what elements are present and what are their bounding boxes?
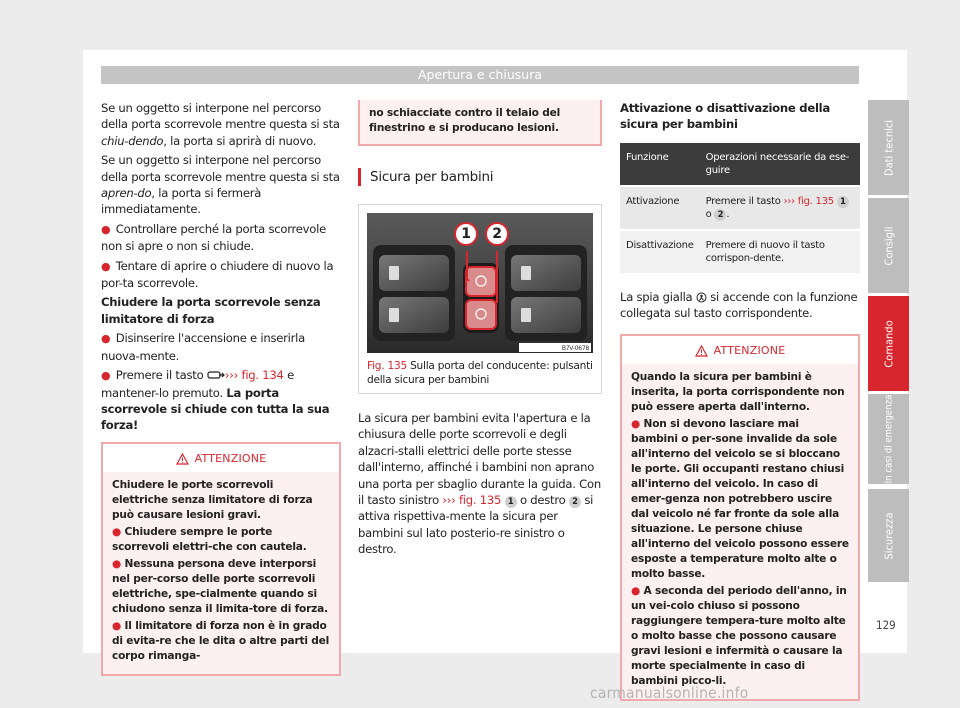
paragraph: Se un oggetto si interpone nel percorso della porta scorrevole mentre questa si sta apren-do, la porta si fermerà immediatamente. [101, 153, 340, 217]
warning-box [620, 334, 860, 701]
sliding-door-icon [207, 371, 225, 380]
figure-image [367, 213, 593, 353]
bullet-item: ● Nessuna persona deve interporsi nel per-corso delle porte scorrevoli elettriche, spe-cialmente quando si chiudono senza il limita-tore di forza. [112, 558, 328, 616]
table-cell: Attivazione [620, 186, 700, 230]
bullet-item: ● Chiudere sempre le porte scorrevoli elettri-che con cautela. [112, 526, 307, 554]
warning-triangle-icon [176, 453, 189, 465]
column-2 [358, 100, 602, 561]
callout-ref-1: 1 [837, 196, 849, 208]
table-header-cell: Funzione [620, 143, 700, 186]
callout-ref-1: 1 [505, 496, 517, 508]
warning-triangle-icon [695, 345, 708, 357]
paragraph: La spia gialla si accende con la funzione collegata sul tasto corrispondente. [620, 289, 858, 321]
warning-continuation: no schiacciate contro il telaio del finestrino e si producano lesioni. [358, 100, 602, 146]
figure-link[interactable]: ››› fig. 135 [783, 195, 834, 207]
table-cell: Premere di nuovo il tasto corrispon-dente. [700, 230, 860, 273]
bullet-icon: ● [112, 558, 122, 571]
tab-in-casi-di-emergenza[interactable]: In casi di emergenza [868, 394, 909, 484]
warning-body: Chiudere le porte scorrevoli elettriche senza limitatore di forza può causare lesioni gravi. ● Chiudere sempre le porte scorrevoli elettri-che con cautela. ● Nessuna persona deve interporsi nel per-corso delle porte scorrevoli elettriche, spe-cialmente quando si chiudono senza il limita-tore di forza. ● Il limitatore di forza non è in grado di evita-re che le dita o altre parti del corpo rimanga- [112, 479, 330, 663]
function-table [620, 143, 860, 273]
bullet-item: ● Controllare perché la porta scorrevole non si apre o non si chiude. [101, 221, 326, 254]
bullet-icon: ● [631, 585, 641, 598]
table-header-row [620, 143, 860, 186]
child-lock-buttons-illustration [367, 213, 593, 353]
bullet-item: ● Il limitatore di forza non è in grado di evita-re che le dita o altre parti del corpo rimanga- [112, 620, 330, 663]
bullet-icon: ● [101, 259, 111, 273]
warning-box [101, 442, 341, 676]
tab-comando[interactable]: Comando [868, 296, 909, 391]
table-row [620, 186, 860, 230]
bullet-icon: ● [101, 222, 111, 236]
paragraph: Se un oggetto si interpone nel percorso della porta scorrevole mentre questa si sta chiu-dendo, la porta si aprirà di nuovo. [101, 101, 340, 148]
column-3 [620, 100, 860, 701]
bullet-item: ● Non si devono lasciare mai bambini o per-sone invalide da sole all'interno del veicolo se si bloccano le porte. Gli occupanti restano chiusi all'interno del veicolo. In caso di emer-genza non potrebbero uscire dal veicolo né far fronte da sole alla situazione. Le persone chiuse all'interno del veicolo possono essere esposte a temperature molto alte o molto basse. [631, 418, 849, 581]
callout-ref-2: 2 [714, 209, 726, 221]
figure-code: B7V-0678 [561, 345, 589, 352]
bullet-icon: ● [631, 418, 641, 431]
bullet-item: ● Tentare di aprire o chiudere di nuovo la por-ta scorrevole. [101, 258, 334, 291]
warning-header: ATTENZIONE [103, 444, 339, 472]
bullet-icon: ● [112, 526, 122, 539]
column-1 [101, 100, 341, 676]
bullet-icon: ● [101, 332, 111, 346]
callout-1: 1 [454, 222, 478, 246]
warning-body: Quando la sicura per bambini è inserita, la porta corrispondente non può essere aperta dall'interno. ● Non si devono lasciare mai bambini o per-sone invalide da sole all'interno del veicolo se si bloccano le porte. Gli occupanti restano chiusi all'interno del veicolo. In caso di emer-genza non potrebbero uscire dal veicolo né far fronte da sole alla situazione. Le persone chiuse all'interno del veicolo possono essere esposte a temperature molto alte o molto basse. ● A seconda del periodo dell'anno, in un vei-colo chiuso si possono raggiungere tempera-ture molto alte o molto basse che possono causare gravi lesioni e infermità o causare la morte specialmente in caso di bambini picco-li. [631, 371, 849, 688]
warning-header: ATTENZIONE [622, 336, 858, 364]
watermark: carmanualsonline.info [590, 684, 749, 702]
callout-2: 2 [485, 222, 509, 246]
table-header-cell: Operazioni necessarie da ese-guire [700, 143, 860, 186]
figure-link[interactable]: ››› fig. 134 [224, 368, 284, 383]
callout-ref-2: 2 [569, 496, 581, 508]
table-cell: Premere il tasto ››› fig. 135 1 o 2 . [700, 186, 860, 230]
figure [358, 204, 602, 394]
paragraph: La sicura per bambini evita l'apertura e la chiusura delle porte scorrevoli e degli alzacri-stalli elettrici delle porte stesse dall'interno, affinché i bambini non aprano una porta per sbaglio durante la guida. Con il tasto sinistro ››› fig. 135 1 o destro 2 si attiva rispettiva-mente la sicura per bambini sul lato posterio-re sinistro o destro. [358, 411, 601, 557]
bullet-item: ● Disinserire l'accensione e inserirla nuova-mente. [101, 331, 305, 363]
child-lock-indicator-icon [696, 292, 707, 303]
table-cell: Disattivazione [620, 230, 700, 273]
table-row [620, 230, 860, 273]
tab-dati-tecnici[interactable]: Dati tecnici [868, 100, 909, 195]
subheading: Attivazione o disattivazione della sicura per bambini [620, 101, 830, 132]
bullet-icon: ● [112, 620, 122, 633]
tab-consigli[interactable]: Consigli [868, 198, 909, 293]
bullet-item: ● A seconda del periodo dell'anno, in un vei-colo chiuso si possono raggiungere tempera-ture molto alte o molto basse che possono causare gravi lesioni e infermità o causare la morte specialmente in caso di bambini picco-li. [631, 585, 847, 688]
page-header: Apertura e chiusura [101, 66, 859, 84]
section-title: Sicura per bambini [358, 168, 602, 186]
figure-link[interactable]: ››› fig. 135 [442, 493, 502, 508]
page-number: 129 [876, 618, 896, 632]
subheading: Chiudere la porta scorrevole senza limitatore di forza [101, 295, 321, 326]
figure-caption: Fig. 135 Sulla porta del conducente: pulsanti della sicura per bambini [367, 360, 593, 386]
bullet-icon: ● [101, 369, 111, 383]
bullet-item: ● Premere il tasto ››› fig. 134 e mantener-lo premuto. La porta scorrevole si chiude con tutta la sua forza! [101, 368, 330, 433]
tab-sicurezza[interactable]: Sicurezza [868, 489, 909, 582]
